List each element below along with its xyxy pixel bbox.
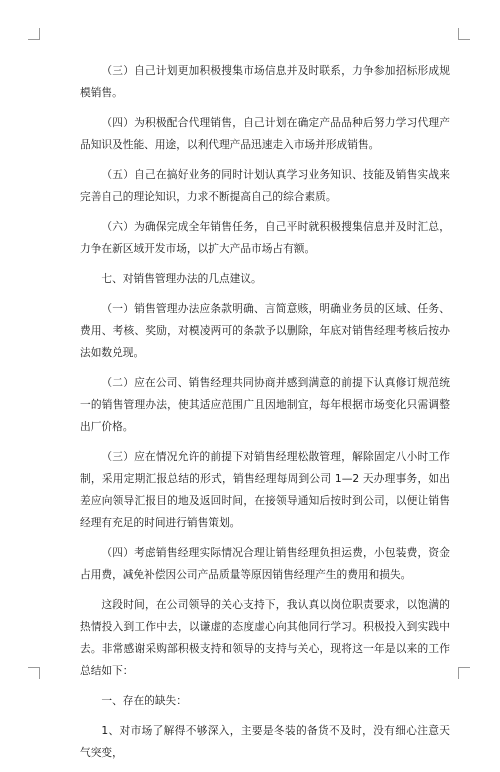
paragraph-plan-3: （三）自己计划更加积极搜集市场信息并及时联系，力争参加招标形成规模销售。 — [80, 64, 450, 99]
page-corner-mark-top-left — [28, 28, 40, 40]
page-corner-mark-bottom-left — [28, 667, 40, 679]
paragraph-suggestion-3: （三）应在情况允许的前提下对销售经理松散管理，解除固定八小时工作制，采用定期汇报总结的形式，销售经理每周到公司 1—2 天办理事务，如出差应向领导汇报目的地及返回时间，在接领导通知后按时到公司，以便让销售经理有充足的时间进行销售策划。 — [80, 450, 450, 529]
paragraph-shortcoming-1: 1、对市场了解得不够深入，主要是冬装的备货不及时，没有细心注意天气突变， — [80, 724, 450, 759]
paragraph-plan-5: （五）自己在搞好业务的同时计划认真学习业务知识、技能及销售实战来完善自己的理论知识，力求不断提高自己的综合素质。 — [80, 168, 450, 203]
page-corner-mark-bottom-right — [458, 667, 470, 679]
paragraph-summary-intro: 这段时间，在公司领导的关心支持下，我认真以岗位职责要求，以饱满的热情投入到工作中去，以谦虚的态度虚心向其他同行学习。积极投入到实践中去。非常感谢采购部积极支持和领导的支持与关心，现将这一年是以来的工作总结如下： — [80, 598, 450, 677]
page-corner-mark-top-right — [458, 28, 470, 40]
document-body — [80, 60, 450, 772]
paragraph-plan-6: （六）为确保完成全年销售任务，自己平时就积极搜集信息并及时汇总，力争在新区域开发市场，以扩大产品市场占有额。 — [80, 220, 450, 255]
paragraph-suggestion-1: （一）销售管理办法应条款明确、言简意赅，明确业务员的区域、任务、费用、考核、奖励，对模凌两可的条款予以删除，年底对销售经理考核后按办法如数兑现。 — [80, 302, 450, 359]
paragraph-suggestion-4: （四）考虑销售经理实际情况合理让销售经理负担运费，小包装费，资金占用费，减免补偿因公司产品质量等原因销售经理产生的费用和损失。 — [80, 546, 450, 581]
paragraph-plan-4: （四）为积极配合代理销售，自己计划在确定产品品种后努力学习代理产品知识及性能、用途，以利代理产品迅速走入市场并形成销售。 — [80, 116, 450, 151]
section-heading-suggestions: 七、对销售管理办法的几点建议。 — [101, 272, 262, 285]
section-heading-shortcomings: 一、存在的缺失： — [101, 694, 187, 707]
paragraph-suggestion-2: （二）应在公司、销售经理共同协商并感到满意的前提下认真修订规范统一的销售管理办法，使其适应范围广且因地制宜，每年根据市场变化只需调整出厂价格。 — [80, 376, 450, 433]
